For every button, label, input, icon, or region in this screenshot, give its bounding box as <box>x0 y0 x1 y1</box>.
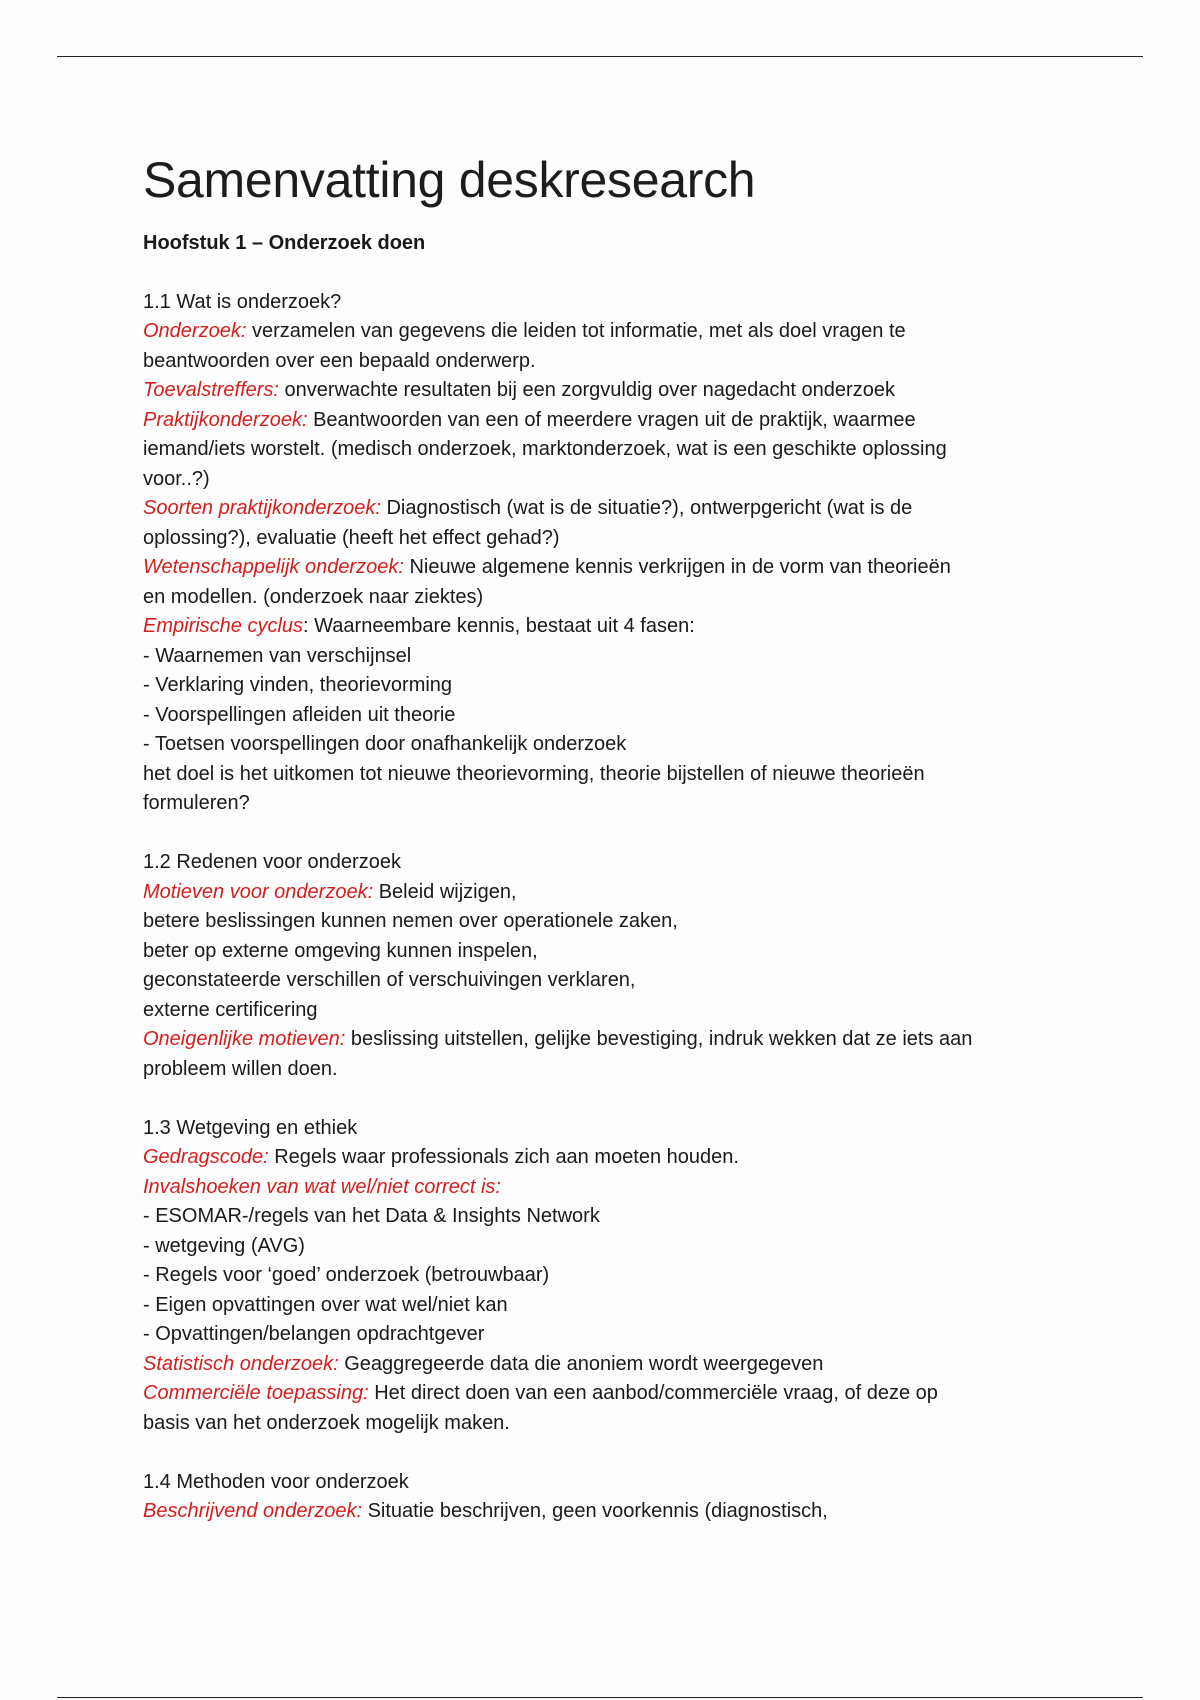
text-line <box>143 406 1073 436</box>
defined-term: Motieven voor onderzoek: <box>143 880 374 903</box>
defined-term: Invalshoeken van wat wel/niet correct is: <box>143 1175 501 1198</box>
text-line <box>143 1232 1073 1262</box>
section <box>143 848 1073 1084</box>
defined-term: Statistisch onderzoek: <box>143 1352 339 1375</box>
line-text: Diagnostisch (wat is de situatie?), ontwerpgericht (wat is de <box>380 497 913 519</box>
line-text: Beantwoorden van een of meerdere vragen uit de praktijk, waarmee <box>307 408 916 431</box>
line-text: beter op externe omgeving kunnen inspelen, <box>143 939 538 962</box>
text-line <box>143 1173 1073 1203</box>
text-line <box>143 1497 1073 1527</box>
line-text: Het direct doen van een aanbod/commerciële vraag, of deze op <box>368 1382 938 1404</box>
defined-term: Onderzoek: <box>143 320 247 342</box>
line-text: formuleren? <box>143 792 250 814</box>
text-line <box>143 435 1073 465</box>
defined-term: Oneigenlijke motieven: <box>143 1028 346 1050</box>
text-line <box>143 524 1073 554</box>
line-text: verzamelen van gegevens die leiden tot informatie, met als doel vragen te <box>246 320 906 342</box>
text-line <box>143 583 1073 613</box>
line-text: Situatie beschrijven, geen voorkennis (diagnostisch, <box>362 1500 828 1522</box>
text-line <box>143 642 1073 672</box>
line-text: beslissing uitstellen, gelijke bevestiging, indruk wekken dat ze iets aan <box>345 1028 973 1050</box>
defined-term: Gedragscode: <box>143 1146 269 1168</box>
line-text: iemand/iets worstelt. (medisch onderzoek, marktonderzoek, wat is een geschikte oplossing <box>143 438 947 460</box>
defined-term: Beschrijvend onderzoek: <box>143 1500 363 1522</box>
line-text: externe certificering <box>143 998 318 1021</box>
section <box>143 288 1073 819</box>
line-text: - Waarnemen van verschijnsel <box>143 644 412 667</box>
page-top-rule <box>57 56 1143 57</box>
text-line <box>143 937 1073 967</box>
text-line <box>143 612 1073 642</box>
defined-term: Empirische cyclus <box>143 615 304 637</box>
line-text: Beleid wijzigen, <box>373 880 517 903</box>
line-text: en modellen. (onderzoek naar ziektes) <box>143 585 484 608</box>
text-line <box>143 1025 1073 1055</box>
text-line <box>143 701 1073 731</box>
defined-term: Commerciële toepassing: <box>143 1382 369 1404</box>
section <box>143 1468 1073 1527</box>
page-bottom-rule <box>57 1697 1143 1698</box>
text-line <box>143 1379 1073 1409</box>
line-text: - Verklaring vinden, theorievorming <box>143 674 453 696</box>
text-line <box>143 878 1073 908</box>
text-line <box>143 317 1073 347</box>
text-line <box>143 376 1073 406</box>
text-line <box>143 494 1073 524</box>
line-text: - Regels voor ‘goed’ onderzoek (betrouwbaar) <box>143 1264 550 1286</box>
text-line <box>143 1143 1073 1173</box>
text-line <box>143 966 1073 996</box>
defined-term: Wetenschappelijk onderzoek: <box>143 556 404 578</box>
line-text: Nieuwe algemene kennis verkrijgen in de vorm van theorieën <box>403 556 951 578</box>
line-text: - ESOMAR-/regels van het Data & Insights Network <box>143 1205 600 1227</box>
text-line <box>143 1261 1073 1291</box>
line-text: Regels waar professionals zich aan moeten houden. <box>268 1146 739 1168</box>
text-line <box>143 1291 1073 1321</box>
line-text: oplossing?), evaluatie (heeft het effect gehad?) <box>143 526 560 549</box>
line-text: betere beslissingen kunnen nemen over operationele zaken, <box>143 910 678 932</box>
line-text: basis van het onderzoek mogelijk maken. <box>143 1411 510 1434</box>
line-text: - wetgeving (AVG) <box>143 1234 305 1257</box>
defined-term: Toevalstreffers: <box>143 379 279 401</box>
document-title: Samenvatting deskresearch <box>143 152 756 208</box>
text-line <box>143 465 1073 495</box>
document-body <box>143 148 1073 1527</box>
text-line <box>143 671 1073 701</box>
text-line <box>143 1350 1073 1380</box>
line-text: het doel is het uitkomen tot nieuwe theorievorming, theorie bijstellen of nieuwe theorieën <box>143 762 925 785</box>
text-line <box>143 760 1073 790</box>
text-line <box>143 553 1073 583</box>
line-text: - Voorspellingen afleiden uit theorie <box>143 703 456 726</box>
text-line <box>143 1320 1073 1350</box>
chapter-heading: Hoofstuk 1 – Onderzoek doen <box>143 232 426 254</box>
line-text: onverwachte resultaten bij een zorgvuldig over nagedacht onderzoek <box>279 379 895 401</box>
line-text: probleem willen doen. <box>143 1057 338 1080</box>
line-text: Geaggregeerde data die anoniem wordt weergegeven <box>338 1352 824 1375</box>
line-text: voor..?) <box>143 467 210 490</box>
section-title: 1.4 Methoden voor onderzoek <box>143 1470 409 1493</box>
section-title: 1.1 Wat is onderzoek? <box>143 290 342 313</box>
text-line <box>143 996 1073 1026</box>
line-text: - Opvattingen/belangen opdrachtgever <box>143 1323 485 1345</box>
line-text: geconstateerde verschillen of verschuivingen verklaren, <box>143 969 636 991</box>
line-text: - Eigen opvattingen over wat wel/niet kan <box>143 1293 508 1316</box>
line-text: beantwoorden over een bepaald onderwerp. <box>143 349 536 372</box>
text-line <box>143 789 1073 819</box>
text-line <box>143 347 1073 377</box>
defined-term: Praktijkonderzoek: <box>143 408 308 431</box>
section-title: 1.3 Wetgeving en ethiek <box>143 1116 358 1139</box>
text-line <box>143 730 1073 760</box>
sections-container <box>143 288 1073 1527</box>
section <box>143 1114 1073 1439</box>
section-title: 1.2 Redenen voor onderzoek <box>143 851 401 873</box>
text-line <box>143 1202 1073 1232</box>
text-line <box>143 1409 1073 1439</box>
line-text: - Toetsen voorspellingen door onafhankelijk onderzoek <box>143 733 627 755</box>
line-text: : Waarneembare kennis, bestaat uit 4 fasen: <box>303 615 695 637</box>
text-line <box>143 1055 1073 1085</box>
defined-term: Soorten praktijkonderzoek: <box>143 497 381 519</box>
text-line <box>143 907 1073 937</box>
